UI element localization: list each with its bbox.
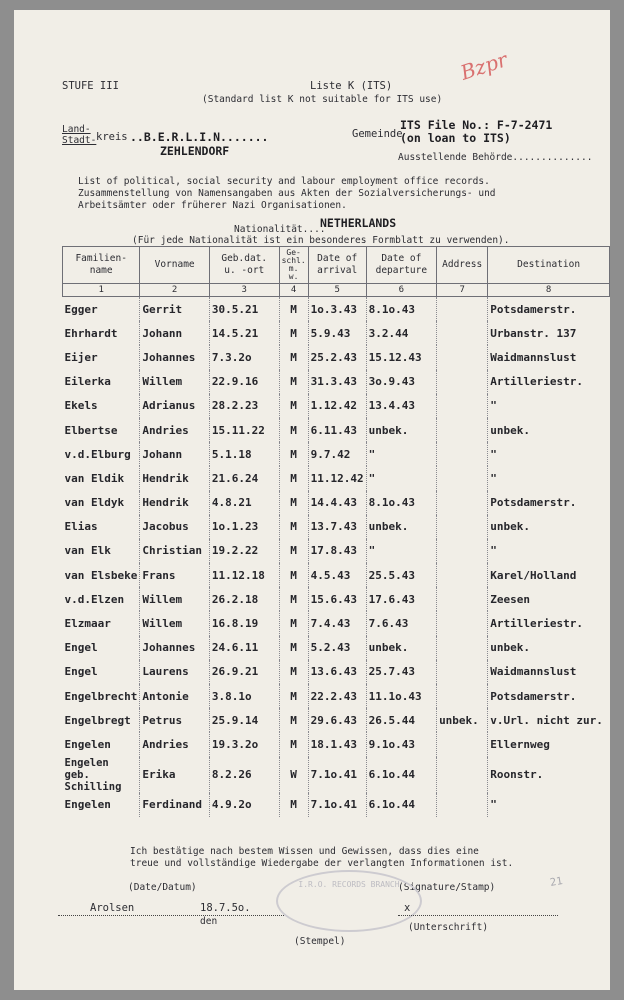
table-row: [63, 370, 610, 394]
cell-geburtsdatum: 11.12.18: [209, 563, 279, 587]
cell-departure: 3.2.44: [366, 321, 436, 345]
cell-address: [437, 394, 488, 418]
cell-address: [437, 793, 488, 817]
cell-departure: 11.1o.43: [366, 684, 436, 708]
cell-departure: 26.5.44: [366, 708, 436, 732]
cell-departure: 8.1o.43: [366, 491, 436, 515]
cell-vorname: Jacobus: [140, 515, 210, 539]
cell-arrival: 29.6.43: [308, 708, 366, 732]
table-row: [63, 636, 610, 660]
cell-geschlecht: M: [279, 442, 308, 466]
cell-arrival: 14.4.43: [308, 491, 366, 515]
ausstellende-behoerde: Ausstellende Behörde..............: [398, 152, 593, 163]
cell-address: [437, 370, 488, 394]
table-row: [63, 732, 610, 756]
cell-geburtsdatum: 5.1.18: [209, 442, 279, 466]
table-row: [63, 684, 610, 708]
description-line-2: Zusammenstellung von Namensangaben aus Akten der Sozialversicherungs- und: [78, 188, 496, 199]
zehlendorf-value: ZEHLENDORF: [160, 144, 230, 158]
cell-address: [437, 611, 488, 635]
cell-departure: unbek.: [366, 636, 436, 660]
cell-geschlecht: M: [279, 587, 308, 611]
cell-familienname: van Eldyk: [64, 496, 125, 510]
cell-arrival: 22.2.43: [308, 684, 366, 708]
cell-address: [437, 684, 488, 708]
land-stadt-label: Land- Stadt-: [62, 124, 97, 146]
col-number: 1: [63, 284, 140, 297]
declaration-line-1: Ich bestätige nach bestem Wissen und Gewissen, dass dies eine: [130, 846, 479, 857]
cell-address: [437, 297, 488, 322]
gemeinde-label: Gemeinde: [352, 128, 403, 140]
signature-mark: x: [404, 902, 411, 914]
col-header-familienname: Familien- name: [63, 247, 140, 284]
cell-vorname: Willem: [140, 370, 210, 394]
cell-geschlecht: M: [279, 611, 308, 635]
cell-arrival: 6.11.43: [308, 418, 366, 442]
cell-arrival: 25.2.43: [308, 345, 366, 369]
nationality-value: NETHERLANDS: [320, 216, 397, 230]
cell-geburtsdatum: 4.9.2o: [209, 793, 279, 817]
cell-address: [437, 345, 488, 369]
nationality-label: Nationalität....: [234, 224, 326, 235]
table-row: [63, 515, 610, 539]
cell-address: [437, 732, 488, 756]
table-row: [63, 345, 610, 369]
table-row: [63, 611, 610, 635]
cell-vorname: Laurens: [140, 660, 210, 684]
cell-vorname: Johannes: [140, 345, 210, 369]
cell-geschlecht: W: [279, 757, 308, 793]
date-value: 18.7.5o.: [200, 902, 251, 914]
cell-familienname: Engelen: [64, 798, 111, 812]
cell-arrival: 4.5.43: [308, 563, 366, 587]
cell-vorname: Johann: [140, 321, 210, 345]
kreis-label: kreis: [96, 131, 128, 143]
cell-address: [437, 491, 488, 515]
col-header-geburtsdatum: Geb.dat. u. -ort: [209, 247, 279, 284]
table-row: [63, 394, 610, 418]
cell-address: [437, 587, 488, 611]
cell-arrival: 1.12.42: [308, 394, 366, 418]
cell-geburtsdatum: 3.8.1o: [209, 684, 279, 708]
cell-destination: ": [488, 466, 610, 490]
records-table: [62, 246, 610, 817]
description-line-1: List of political, social security and labour employment office records.: [78, 176, 490, 187]
table-row: [63, 660, 610, 684]
cell-address: [437, 418, 488, 442]
cell-geburtsdatum: 22.9.16: [209, 370, 279, 394]
kreis-value: ..B.E.R.L.I.N.......: [130, 130, 269, 144]
cell-familienname: Engelen geb. Schilling: [64, 756, 122, 793]
col-header-destination: Destination: [488, 247, 610, 284]
col-number: 5: [308, 284, 366, 297]
cell-familienname: Engel: [64, 665, 98, 679]
cell-arrival: 1o.3.43: [308, 297, 366, 322]
cell-vorname: Petrus: [140, 708, 210, 732]
den-label: den: [200, 916, 218, 927]
cell-destination: ": [488, 394, 610, 418]
col-header-departure: Date of departure: [366, 247, 436, 284]
col-header-address: Address: [437, 247, 488, 284]
cell-arrival: 11.12.42: [308, 466, 366, 490]
cell-familienname: Eijer: [64, 350, 98, 364]
cell-destination: unbek.: [488, 636, 610, 660]
nationality-note: (Für jede Nationalität ist ein besonderes Formblatt zu verwenden).: [132, 235, 510, 246]
iro-stamp: I.R.O. RECORDS BRANCH: [276, 870, 422, 932]
cell-arrival: 13.7.43: [308, 515, 366, 539]
cell-departure: ": [366, 442, 436, 466]
cell-destination: Potsdamerstr.: [488, 491, 610, 515]
handwritten-annotation: Bzpr: [457, 47, 511, 85]
cell-geschlecht: M: [279, 321, 308, 345]
cell-vorname: Erika: [140, 757, 210, 793]
stufe-label: STUFE III: [62, 80, 119, 92]
cell-destination: v.Url. nicht zur.: [488, 708, 610, 732]
cell-departure: 25.7.43: [366, 660, 436, 684]
cell-destination: Ellernweg: [488, 732, 610, 756]
cell-arrival: 5.9.43: [308, 321, 366, 345]
signature-line: [398, 915, 558, 916]
cell-departure: unbek.: [366, 515, 436, 539]
cell-vorname: Johann: [140, 442, 210, 466]
col-number: 8: [488, 284, 610, 297]
table-row: [63, 466, 610, 490]
header-row: [63, 247, 610, 284]
cell-geburtsdatum: 14.5.21: [209, 321, 279, 345]
cell-departure: 3o.9.43: [366, 370, 436, 394]
cell-vorname: Antonie: [140, 684, 210, 708]
cell-familienname: v.d.Elzen: [64, 592, 125, 606]
cell-familienname: Eilerka: [64, 375, 111, 389]
col-number: 4: [279, 284, 308, 297]
signature-label: (Signature/Stamp): [398, 882, 496, 893]
cell-address: unbek.: [437, 708, 488, 732]
cell-familienname: van Elk: [64, 544, 111, 558]
table-row: [63, 587, 610, 611]
cell-vorname: Andries: [140, 418, 210, 442]
cell-departure: 15.12.43: [366, 345, 436, 369]
cell-vorname: Gerrit: [140, 297, 210, 322]
margin-number: 21: [549, 874, 564, 890]
cell-familienname: Engel: [64, 641, 98, 655]
cell-arrival: 13.6.43: [308, 660, 366, 684]
cell-geschlecht: M: [279, 636, 308, 660]
col-number: 3: [209, 284, 279, 297]
cell-geschlecht: M: [279, 732, 308, 756]
cell-departure: 25.5.43: [366, 563, 436, 587]
cell-departure: 13.4.43: [366, 394, 436, 418]
cell-geburtsdatum: 28.2.23: [209, 394, 279, 418]
cell-geburtsdatum: 19.3.2o: [209, 732, 279, 756]
cell-arrival: 18.1.43: [308, 732, 366, 756]
col-number: 6: [366, 284, 436, 297]
cell-arrival: 7.4.43: [308, 611, 366, 635]
cell-vorname: Frans: [140, 563, 210, 587]
cell-departure: unbek.: [366, 418, 436, 442]
cell-address: [437, 636, 488, 660]
cell-geschlecht: M: [279, 418, 308, 442]
cell-destination: Urbanstr. 137: [488, 321, 610, 345]
cell-address: [437, 539, 488, 563]
cell-familienname: van Eldik: [64, 471, 125, 485]
cell-familienname: Elzmaar: [64, 617, 111, 631]
cell-address: [437, 757, 488, 793]
cell-destination: Artilleriestr.: [488, 370, 610, 394]
cell-familienname: v.d.Elburg: [64, 447, 131, 461]
cell-departure: ": [366, 466, 436, 490]
cell-geschlecht: M: [279, 793, 308, 817]
unterschrift-label: (Unterschrift): [408, 922, 489, 933]
cell-destination: Roonstr.: [488, 757, 610, 793]
cell-destination: unbek.: [488, 418, 610, 442]
declaration-line-2: treue und vollständige Wiedergabe der verlangten Informationen ist.: [130, 858, 514, 869]
cell-destination: ": [488, 539, 610, 563]
table-row: [63, 757, 610, 793]
cell-geburtsdatum: 26.9.21: [209, 660, 279, 684]
list-title: Liste K (ITS): [310, 80, 393, 92]
col-number: 7: [437, 284, 488, 297]
list-subtitle: (Standard list K not suitable for ITS use): [202, 94, 443, 105]
cell-familienname: van Elsbeke: [64, 568, 138, 582]
cell-geschlecht: M: [279, 394, 308, 418]
cell-geschlecht: M: [279, 491, 308, 515]
cell-arrival: 5.2.43: [308, 636, 366, 660]
stempel-label: (Stempel): [294, 936, 346, 947]
cell-destination: Potsdamerstr.: [488, 684, 610, 708]
cell-vorname: Hendrik: [140, 466, 210, 490]
document-page: [14, 10, 610, 990]
col-header-geschlecht: Ge- schl. m. w.: [279, 247, 308, 284]
cell-geburtsdatum: 21.6.24: [209, 466, 279, 490]
cell-geburtsdatum: 1o.1.23: [209, 515, 279, 539]
cell-arrival: 31.3.43: [308, 370, 366, 394]
table-row: [63, 793, 610, 817]
table-row: [63, 563, 610, 587]
cell-destination: ": [488, 793, 610, 817]
cell-vorname: Ferdinand: [140, 793, 210, 817]
cell-arrival: 15.6.43: [308, 587, 366, 611]
cell-familienname: Engelbrecht: [64, 689, 138, 703]
cell-geschlecht: M: [279, 370, 308, 394]
cell-geburtsdatum: 19.2.22: [209, 539, 279, 563]
cell-familienname: Ehrhardt: [64, 326, 118, 340]
cell-geburtsdatum: 7.3.2o: [209, 345, 279, 369]
cell-familienname: Egger: [64, 302, 98, 316]
table-row: [63, 297, 610, 322]
cell-address: [437, 442, 488, 466]
cell-arrival: 7.1o.41: [308, 793, 366, 817]
table-row: [63, 539, 610, 563]
cell-departure: 6.1o.44: [366, 793, 436, 817]
cell-departure: 8.1o.43: [366, 297, 436, 322]
cell-departure: 6.1o.44: [366, 757, 436, 793]
table-row: [63, 418, 610, 442]
cell-geschlecht: M: [279, 515, 308, 539]
cell-destination: Zeesen: [488, 587, 610, 611]
on-loan-note: (on loan to ITS): [400, 131, 511, 145]
cell-vorname: Johannes: [140, 636, 210, 660]
cell-address: [437, 660, 488, 684]
cell-vorname: Andries: [140, 732, 210, 756]
cell-geburtsdatum: 30.5.21: [209, 297, 279, 322]
col-header-vorname: Vorname: [140, 247, 210, 284]
cell-geschlecht: M: [279, 563, 308, 587]
cell-vorname: Willem: [140, 587, 210, 611]
cell-familienname: Engelbregt: [64, 713, 131, 727]
col-header-arrival: Date of arrival: [308, 247, 366, 284]
cell-geburtsdatum: 4.8.21: [209, 491, 279, 515]
cell-departure: ": [366, 539, 436, 563]
cell-geschlecht: M: [279, 708, 308, 732]
cell-destination: Waidmannslust: [488, 345, 610, 369]
cell-destination: unbek.: [488, 515, 610, 539]
cell-geburtsdatum: 8.2.26: [209, 757, 279, 793]
cell-vorname: Willem: [140, 611, 210, 635]
cell-geburtsdatum: 15.11.22: [209, 418, 279, 442]
cell-vorname: Adrianus: [140, 394, 210, 418]
table-row: [63, 491, 610, 515]
cell-geschlecht: M: [279, 345, 308, 369]
cell-geschlecht: M: [279, 660, 308, 684]
cell-address: [437, 563, 488, 587]
cell-geschlecht: M: [279, 466, 308, 490]
its-file-number: ITS File No.: F-7-2471: [400, 118, 553, 132]
records-body: [63, 297, 610, 817]
cell-address: [437, 466, 488, 490]
cell-arrival: 17.8.43: [308, 539, 366, 563]
cell-destination: Potsdamerstr.: [488, 297, 610, 322]
cell-address: [437, 321, 488, 345]
cell-familienname: Engelen: [64, 737, 111, 751]
cell-geburtsdatum: 25.9.14: [209, 708, 279, 732]
table-row: [63, 321, 610, 345]
column-number-row: [63, 284, 610, 297]
place-date-line: [58, 915, 284, 916]
cell-geburtsdatum: 24.6.11: [209, 636, 279, 660]
cell-destination: ": [488, 442, 610, 466]
cell-geburtsdatum: 26.2.18: [209, 587, 279, 611]
cell-arrival: 9.7.42: [308, 442, 366, 466]
cell-departure: 17.6.43: [366, 587, 436, 611]
col-number: 2: [140, 284, 210, 297]
cell-arrival: 7.1o.41: [308, 757, 366, 793]
cell-vorname: Hendrik: [140, 491, 210, 515]
description-line-3: Arbeitsämter oder früherer Nazi Organisationen.: [78, 200, 347, 211]
date-label: (Date/Datum): [128, 882, 197, 893]
cell-departure: 9.1o.43: [366, 732, 436, 756]
cell-familienname: Elbertse: [64, 423, 118, 437]
cell-address: [437, 515, 488, 539]
cell-geburtsdatum: 16.8.19: [209, 611, 279, 635]
cell-geschlecht: M: [279, 297, 308, 322]
cell-geschlecht: M: [279, 539, 308, 563]
cell-vorname: Christian: [140, 539, 210, 563]
cell-destination: Waidmannslust: [488, 660, 610, 684]
cell-destination: Artilleriestr.: [488, 611, 610, 635]
place-value: Arolsen: [90, 902, 135, 914]
table-row: [63, 442, 610, 466]
cell-destination: Karel/Holland: [488, 563, 610, 587]
table-row: [63, 708, 610, 732]
cell-familienname: Ekels: [64, 399, 98, 413]
cell-familienname: Elias: [64, 520, 98, 534]
cell-departure: 7.6.43: [366, 611, 436, 635]
cell-geschlecht: M: [279, 684, 308, 708]
